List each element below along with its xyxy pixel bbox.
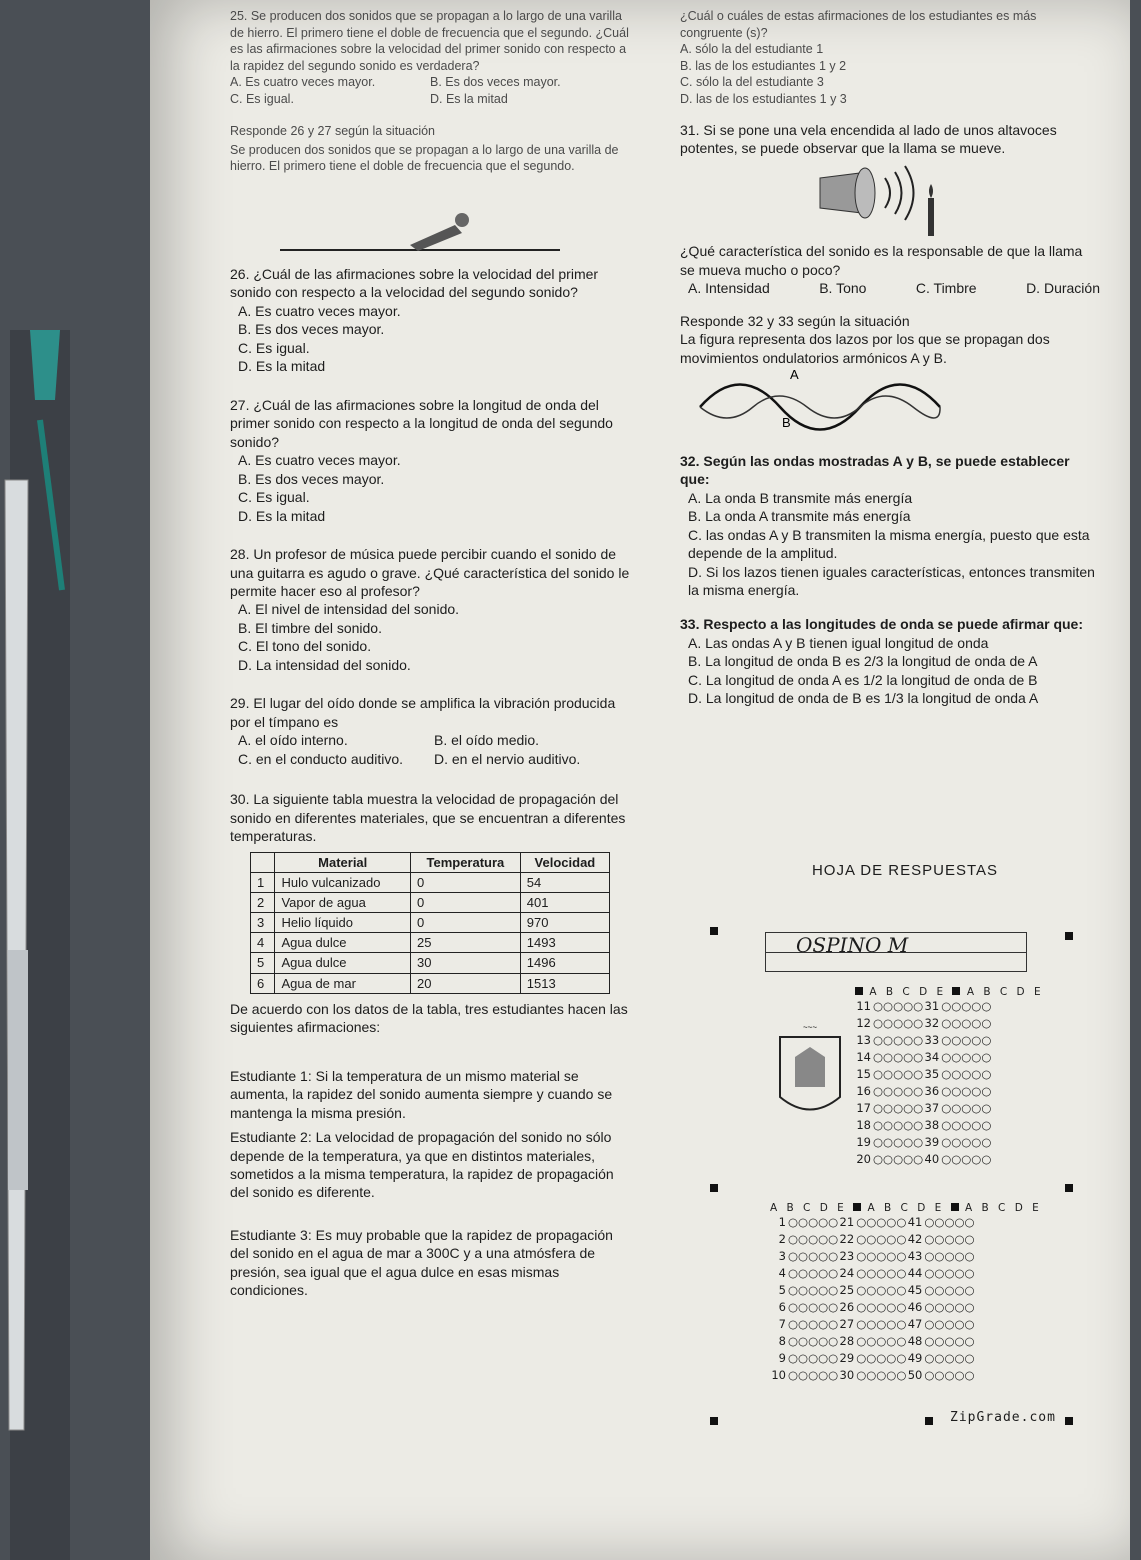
answer-bubbles[interactable]: ○○○○○: [873, 1033, 924, 1047]
situation-32-heading: Responde 32 y 33 según la situación: [680, 312, 910, 329]
question-number: 31: [924, 999, 940, 1013]
question-25-title: 25. Se producen dos sonidos que se propagan a lo largo de una varilla de hierro. El primero tiene el doble de frecuencia que el segundo. ¿Cuál es las afirmaciones sobre la velocidad del primer sonido con respecto a la rapidez del segundo sonido es verdadera?: [230, 9, 629, 73]
table-cell: 5: [251, 953, 275, 973]
question-number: 33: [924, 1033, 940, 1047]
corner-mark-bl: [710, 1417, 718, 1425]
answer-row: [770, 1316, 1042, 1333]
table-cell: 1493: [520, 933, 609, 953]
left-column: [230, 8, 630, 1300]
table-cell: 54: [520, 872, 609, 892]
answer-bubbles[interactable]: ○○○○○: [856, 1317, 907, 1331]
q30-option-c: C. sólo la del estudiante 3: [680, 75, 824, 89]
q27-option-c: C. Es igual.: [238, 489, 310, 506]
answer-bubbles[interactable]: ○○○○○: [924, 1300, 975, 1314]
question-number: 19: [856, 1135, 871, 1149]
speaker-candle-illustration: [680, 158, 1100, 238]
q33-option-b: B. La longitud de onda B es 2/3 la longitud de onda de A: [688, 653, 1038, 670]
answer-bubbles[interactable]: ○○○○○: [788, 1368, 839, 1382]
table-cell: 0: [410, 872, 520, 892]
answer-bubbles[interactable]: ○○○○○: [856, 1334, 907, 1348]
question-number: 5: [778, 1283, 786, 1297]
question-number: 40: [924, 1152, 940, 1166]
question-number: 34: [924, 1050, 940, 1064]
table-cell: 4: [251, 933, 275, 953]
bubble-grid-bottom: [770, 1202, 1042, 1384]
question-number: 22: [839, 1232, 855, 1246]
answer-bubbles[interactable]: ○○○○○: [788, 1283, 839, 1297]
answer-bubbles[interactable]: ○○○○○: [924, 1351, 975, 1365]
q31-option-d: D. Duración: [1026, 280, 1100, 297]
question-number: 24: [839, 1266, 855, 1280]
question-number: 38: [924, 1118, 940, 1132]
table-header: Temperatura: [410, 852, 520, 872]
table-cell: Agua dulce: [275, 953, 411, 973]
table-row: [251, 953, 610, 973]
question-number: 49: [907, 1351, 923, 1365]
answer-sheet-title: HOJA DE RESPUESTAS: [811, 862, 999, 879]
question-number: 2: [778, 1232, 786, 1246]
answer-row: [770, 1333, 1042, 1350]
question-number: 26: [839, 1300, 855, 1314]
svg-text:~~~: ~~~: [802, 1023, 818, 1032]
q29-option-a: A. el oído interno.: [238, 732, 348, 749]
answer-bubbles[interactable]: ○○○○○: [941, 999, 992, 1013]
table-cell: 1496: [520, 953, 609, 973]
answer-row: [855, 1066, 1044, 1083]
table-cell: 1513: [520, 973, 609, 993]
situation-26-text: Se producen dos sonidos que se propagan a lo largo de una varilla de hierro. El primero tiene el doble de frecuencia que el segundo.: [230, 142, 619, 173]
question-number: 50: [907, 1368, 923, 1382]
answer-bubbles[interactable]: ○○○○○: [873, 1050, 924, 1064]
question-number: 18: [856, 1118, 871, 1132]
answer-bubbles[interactable]: ○○○○○: [856, 1368, 907, 1382]
q32-option-b: B. La onda A transmite más energía: [688, 508, 911, 525]
question-number: 20: [856, 1152, 871, 1166]
question-29-title: 29. El lugar del oído donde se amplifica la vibración producida por el tímpano es: [230, 695, 616, 730]
table-cell: Agua dulce: [275, 933, 411, 953]
answer-bubbles[interactable]: ○○○○○: [924, 1249, 975, 1263]
q33-option-d: D. La longitud de onda de B es 1/3 la longitud de onda A: [688, 690, 1039, 707]
table-header: [251, 852, 275, 872]
q27-option-b: B. Es dos veces mayor.: [238, 470, 385, 487]
question-number: 12: [856, 1016, 871, 1030]
q29-option-b: B. el oído medio.: [434, 732, 540, 749]
right-column: [680, 8, 1100, 708]
question-31-question: ¿Qué característica del sonido es la responsable de que la llama se mueva mucho o poco?: [680, 243, 1083, 278]
answer-bubbles[interactable]: ○○○○○: [873, 1152, 924, 1166]
answer-row: [770, 1214, 1042, 1231]
answer-bubbles[interactable]: ○○○○○: [856, 1351, 907, 1365]
question-33-title: 33. Respecto a las longitudes de onda se puede afirmar que:: [680, 616, 1083, 633]
q26-option-d: D. Es la mitad: [238, 358, 326, 375]
answer-bubbles[interactable]: ○○○○○: [788, 1334, 839, 1348]
q25-option-d: D. Es la mitad: [430, 91, 508, 106]
answer-row: [855, 1015, 1044, 1032]
q28-option-b: B. El timbre del sonido.: [238, 619, 382, 636]
q26-option-a: A. Es cuatro veces mayor.: [238, 302, 401, 319]
question-number: 15: [856, 1067, 871, 1081]
question-number: 8: [778, 1334, 786, 1348]
answer-bubbles[interactable]: ○○○○○: [924, 1266, 975, 1280]
question-number: 47: [907, 1317, 923, 1331]
question-number: 10: [771, 1368, 786, 1382]
q29-option-c: C. en el conducto auditivo.: [238, 750, 403, 767]
pen-image: [0, 330, 75, 1560]
answer-bubbles[interactable]: ○○○○○: [788, 1317, 839, 1331]
q28-option-c: C. El tono del sonido.: [238, 638, 372, 655]
answer-row: [855, 998, 1044, 1015]
corner-mark-tr: [1065, 932, 1073, 940]
question-number: 36: [924, 1084, 940, 1098]
q31-option-b: B. Tono: [819, 280, 867, 297]
situation-32-text: La figura representa dos lazos por los que se propagan dos movimientos ondulatorios armónicos A y B.: [680, 331, 1050, 366]
wave-a-label: A: [790, 367, 799, 383]
answer-row: [855, 1032, 1044, 1049]
q27-option-a: A. Es cuatro veces mayor.: [238, 452, 401, 469]
answer-bubbles[interactable]: ○○○○○: [856, 1283, 907, 1297]
answer-row: [855, 1134, 1044, 1151]
corner-mark-br: [1065, 1417, 1073, 1425]
answer-bubbles[interactable]: ○○○○○: [873, 999, 924, 1013]
answer-bubbles[interactable]: ○○○○○: [924, 1232, 975, 1246]
answer-bubbles[interactable]: ○○○○○: [788, 1266, 839, 1280]
question-number: 35: [924, 1067, 940, 1081]
table-cell: 0: [410, 913, 520, 933]
q32-option-a: A. La onda B transmite más energía: [688, 489, 913, 506]
question-number: 32: [924, 1016, 940, 1030]
school-crest-icon: [765, 1012, 855, 1132]
answer-bubbles[interactable]: ○○○○○: [873, 1084, 924, 1098]
question-27-title: 27. ¿Cuál de las afirmaciones sobre la longitud de onda del primer sonido con respecto a la longitud de onda del segundo sonido?: [230, 396, 613, 450]
q26-option-c: C. Es igual.: [238, 339, 310, 356]
question-number: 7: [778, 1317, 786, 1331]
answer-bubbles[interactable]: ○○○○○: [856, 1249, 907, 1263]
question-number: 43: [907, 1249, 923, 1263]
answer-bubbles[interactable]: ○○○○○: [941, 1101, 992, 1115]
corner-mark-ml: [710, 1184, 718, 1192]
answer-bubbles[interactable]: ○○○○○: [873, 1016, 924, 1030]
table-cell: 20: [410, 973, 520, 993]
q30-option-a: A. sólo la del estudiante 1: [680, 42, 824, 56]
answer-row: [855, 1083, 1044, 1100]
table-cell: 1: [251, 872, 275, 892]
q30-after-text: De acuerdo con los datos de la tabla, tres estudiantes hacen las siguientes afirmaciones:: [230, 1000, 628, 1036]
q26-option-b: B. Es dos veces mayor.: [238, 321, 385, 338]
question-number: 1: [778, 1215, 786, 1229]
question-number: 6: [778, 1300, 786, 1314]
answer-bubbles[interactable]: ○○○○○: [941, 1067, 992, 1081]
answer-row: [855, 1117, 1044, 1134]
table-cell: 0: [410, 892, 520, 912]
rod-striking-illustration: [230, 175, 630, 255]
answer-bubbles[interactable]: ○○○○○: [788, 1232, 839, 1246]
bubble-letters-header: A B C D E A B C D E: [855, 986, 1044, 998]
answer-bubbles[interactable]: ○○○○○: [788, 1300, 839, 1314]
answer-bubbles[interactable]: ○○○○○: [924, 1317, 975, 1331]
answer-bubbles[interactable]: ○○○○○: [788, 1351, 839, 1365]
question-number: 25: [839, 1283, 855, 1297]
table-cell: 3: [251, 913, 275, 933]
answer-row: [770, 1299, 1042, 1316]
table-row: [251, 892, 610, 912]
answer-bubbles[interactable]: ○○○○○: [924, 1368, 975, 1382]
question-number: 39: [924, 1135, 940, 1149]
answer-bubbles[interactable]: ○○○○○: [856, 1266, 907, 1280]
question-number: 9: [778, 1351, 786, 1365]
corner-mark-bm: [925, 1417, 933, 1425]
answer-bubbles[interactable]: ○○○○○: [873, 1067, 924, 1081]
table-cell: Vapor de agua: [275, 892, 411, 912]
corner-mark-tl: [710, 927, 718, 935]
answer-bubbles[interactable]: ○○○○○: [788, 1215, 839, 1229]
question-number: 28: [839, 1334, 855, 1348]
question-number: 23: [839, 1249, 855, 1263]
situation-26-heading: Responde 26 y 27 según la situación: [230, 124, 436, 138]
waves-figure: [680, 367, 1100, 447]
zipgrade-brand: ZipGrade.com: [950, 1410, 1056, 1425]
answer-row: [770, 1248, 1042, 1265]
answer-bubbles[interactable]: ○○○○○: [941, 1135, 992, 1149]
q31-option-a: A. Intensidad: [688, 280, 770, 297]
question-number: 11: [856, 999, 871, 1013]
answer-bubbles[interactable]: ○○○○○: [856, 1300, 907, 1314]
q27-option-d: D. Es la mitad: [238, 507, 326, 524]
question-30-title: 30. La siguiente tabla muestra la velocidad de propagación del sonido en diferentes materiales, que se encuentran a diferentes temperaturas.: [230, 791, 626, 845]
exam-sheet: [150, 0, 1130, 1560]
question-number: 16: [856, 1084, 871, 1098]
table-cell: 25: [410, 933, 520, 953]
q30-option-d: D. las de los estudiantes 1 y 3: [680, 91, 847, 106]
answer-bubbles[interactable]: ○○○○○: [873, 1101, 924, 1115]
bubble-grid-top: [855, 986, 1044, 1168]
table-row: [251, 973, 610, 993]
q32-option-d: D. Si los lazos tienen iguales características, entonces transmiten la misma energía.: [688, 563, 1095, 598]
table-cell: Helio líquido: [275, 913, 411, 933]
table-cell: 2: [251, 892, 275, 912]
name-written: OSPINO M: [796, 933, 909, 957]
answer-bubbles[interactable]: ○○○○○: [941, 1084, 992, 1098]
answer-row: [855, 1100, 1044, 1117]
table-cell: Agua de mar: [275, 973, 411, 993]
answer-bubbles[interactable]: ○○○○○: [941, 1050, 992, 1064]
question-number: 37: [924, 1101, 940, 1115]
corner-mark-mr: [1065, 1184, 1073, 1192]
question-number: 46: [907, 1300, 923, 1314]
q28-option-a: A. El nivel de intensidad del sonido.: [238, 601, 460, 618]
table-header: Material: [275, 852, 411, 872]
q33-option-c: C. La longitud de onda A es 1/2 la longitud de onda de B: [688, 671, 1038, 688]
question-number: 3: [778, 1249, 786, 1263]
answer-bubbles[interactable]: ○○○○○: [941, 1118, 992, 1132]
question-number: 4: [778, 1266, 786, 1280]
answer-row: [770, 1367, 1042, 1384]
answer-bubbles[interactable]: ○○○○○: [924, 1334, 975, 1348]
question-number: 14: [856, 1050, 871, 1064]
answer-row: [855, 1151, 1044, 1168]
question-number: 27: [839, 1317, 855, 1331]
q30-option-b: B. las de los estudiantes 1 y 2: [680, 58, 847, 73]
wave-b-label: B: [782, 415, 791, 431]
q25-option-a: A. Es cuatro veces mayor.: [230, 75, 376, 89]
student-1-statement: Estudiante 1: Si la temperatura de un mismo material se aumenta, la rapidez del sonido aumenta siempre y cuando se mantenga la misma presión.: [230, 1067, 613, 1121]
answer-sheet: [710, 862, 1100, 1462]
q25-option-b: B. Es dos veces mayor.: [430, 75, 561, 89]
question-number: 48: [907, 1334, 923, 1348]
answer-row: [770, 1231, 1042, 1248]
question-26-title: 26. ¿Cuál de las afirmaciones sobre la velocidad del primer sonido con respecto a la velocidad del segundo sonido?: [230, 265, 599, 301]
q33-option-a: A. Las ondas A y B tienen igual longitud de onda: [688, 634, 989, 651]
answer-bubbles[interactable]: ○○○○○: [941, 1033, 992, 1047]
q28-option-d: D. La intensidad del sonido.: [238, 656, 411, 673]
table-cell: Hulo vulcanizado: [275, 872, 411, 892]
name-field[interactable]: [765, 932, 1027, 972]
question-number: 13: [856, 1033, 871, 1047]
answer-bubbles[interactable]: ○○○○○: [873, 1118, 924, 1132]
q25-option-c: C. Es igual.: [230, 91, 294, 106]
answer-row: [855, 1049, 1044, 1066]
table-row: [251, 933, 610, 953]
table-cell: 30: [410, 953, 520, 973]
answer-row: [770, 1265, 1042, 1282]
table-cell: 6: [251, 973, 275, 993]
table-row: [251, 872, 610, 892]
answer-bubbles[interactable]: ○○○○○: [924, 1215, 975, 1229]
question-number: 44: [907, 1266, 923, 1280]
answer-row: [770, 1350, 1042, 1367]
bubble-letters-header-2: A B C D E A B C D E A B C D E: [770, 1202, 1042, 1214]
table-cell: 401: [520, 892, 609, 912]
answer-row: [770, 1282, 1042, 1299]
answer-bubbles[interactable]: ○○○○○: [941, 1016, 992, 1030]
question-number: 41: [907, 1215, 923, 1229]
q31-option-c: C. Timbre: [915, 280, 977, 297]
table-cell: 970: [520, 913, 609, 933]
answer-bubbles[interactable]: ○○○○○: [873, 1135, 924, 1149]
answer-bubbles[interactable]: ○○○○○: [856, 1232, 907, 1246]
q30-continuation-title: ¿Cuál o cuáles de estas afirmaciones de los estudiantes es más congruente (s)?: [680, 9, 1037, 40]
answer-bubbles[interactable]: ○○○○○: [924, 1283, 975, 1297]
q32-option-c: C. las ondas A y B transmiten la misma energía, puesto que esta depende de la amplitud.: [688, 526, 1090, 562]
answer-bubbles[interactable]: ○○○○○: [788, 1249, 839, 1263]
question-28-title: 28. Un profesor de música puede percibir cuando el sonido de una guitarra es agudo o grave. ¿Qué característica del sonido le permite hacer eso al profesor?: [230, 546, 630, 599]
student-2-statement: Estudiante 2: La velocidad de propagación del sonido no sólo depende de la temperatura, ya que en distintos materiales, sometidos a la misma temperatura, la rapidez de propagación del sonido es diferente.: [230, 1129, 614, 1201]
question-number: 29: [839, 1351, 855, 1365]
answer-bubbles[interactable]: ○○○○○: [856, 1215, 907, 1229]
q29-option-d: D. en el nervio auditivo.: [434, 750, 581, 767]
table-header: Velocidad: [520, 852, 609, 872]
question-number: 17: [856, 1101, 871, 1115]
answer-bubbles[interactable]: ○○○○○: [941, 1152, 992, 1166]
question-number: 42: [907, 1232, 923, 1246]
question-32-title: 32. Según las ondas mostradas A y B, se puede establecer que:: [680, 452, 1070, 488]
student-3-statement: Estudiante 3: Es muy probable que la rapidez de propagación del sonido en el agua de mar a 300C y a una atmósfera de presión, sea igual que el agua dulce en esas mismas condiciones.: [230, 1226, 613, 1299]
question-31-title: 31. Si se pone una vela encendida al lado de unos altavoces potentes, se puede observar que la llama se mueve.: [680, 122, 1057, 157]
speed-table: [250, 852, 610, 994]
question-number: 30: [839, 1368, 855, 1382]
table-row: [251, 913, 610, 933]
question-number: 21: [839, 1215, 855, 1229]
question-number: 45: [907, 1283, 923, 1297]
